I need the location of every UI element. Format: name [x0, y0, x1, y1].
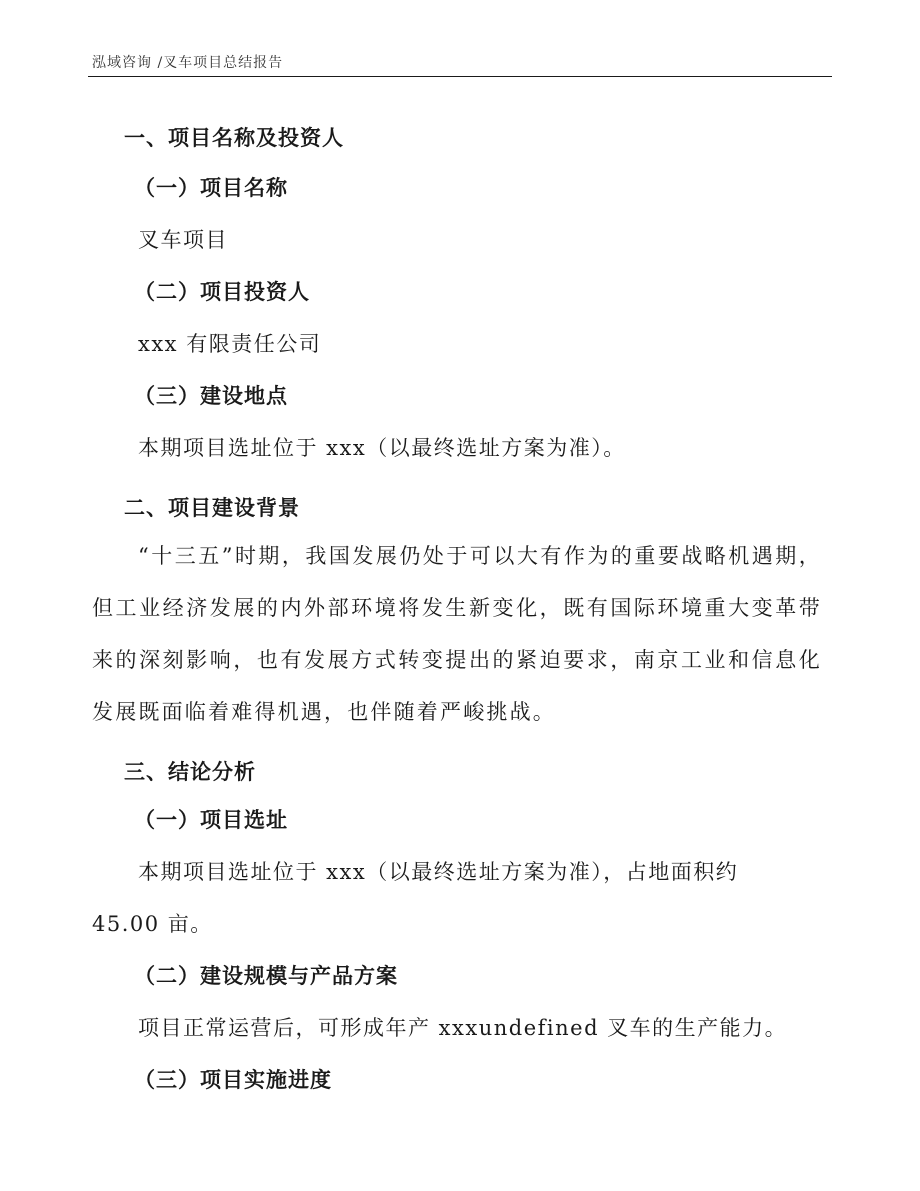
- section-3-2-title: （二）建设规模与产品方案: [134, 964, 398, 988]
- scale-paragraph: 项目正常运营后，可形成年产 xxxundefined 叉车的生产能力。: [138, 1016, 788, 1040]
- section-3-title: 三、结论分析: [124, 760, 256, 784]
- section-3-1-title: （一）项目选址: [134, 808, 288, 832]
- section-1-title: 一、项目名称及投资人: [124, 126, 344, 150]
- site-paragraph-line-2: 45.00 亩。: [92, 912, 213, 936]
- section-3-3-title: （三）项目实施进度: [134, 1068, 332, 1092]
- section-1-2-title: （二）项目投资人: [134, 280, 310, 304]
- location-value: 本期项目选址位于 xxx（以最终选址方案为准）。: [138, 436, 626, 460]
- running-header: 泓域咨询 /叉车项目总结报告: [92, 55, 284, 71]
- project-name-value: 叉车项目: [138, 228, 228, 252]
- background-paragraph: “十三五”时期，我国发展仍处于可以大有作为的重要战略机遇期，但工业经济发展的内外部环境将发生新变化，既有国际环境重大变革带来的深刻影响，也有发展方式转变提出的紧迫要求，南京工业和信息化发展既面临着难得机遇，也伴随着严峻挑战。: [92, 544, 822, 724]
- section-1-1-title: （一）项目名称: [134, 176, 288, 200]
- section-2-title: 二、项目建设背景: [124, 496, 300, 520]
- section-1-3-title: （三）建设地点: [134, 384, 288, 408]
- site-paragraph-line-1: 本期项目选址位于 xxx（以最终选址方案为准），占地面积约: [138, 860, 739, 884]
- investor-value: xxx 有限责任公司: [138, 332, 322, 356]
- header-divider: [88, 76, 832, 77]
